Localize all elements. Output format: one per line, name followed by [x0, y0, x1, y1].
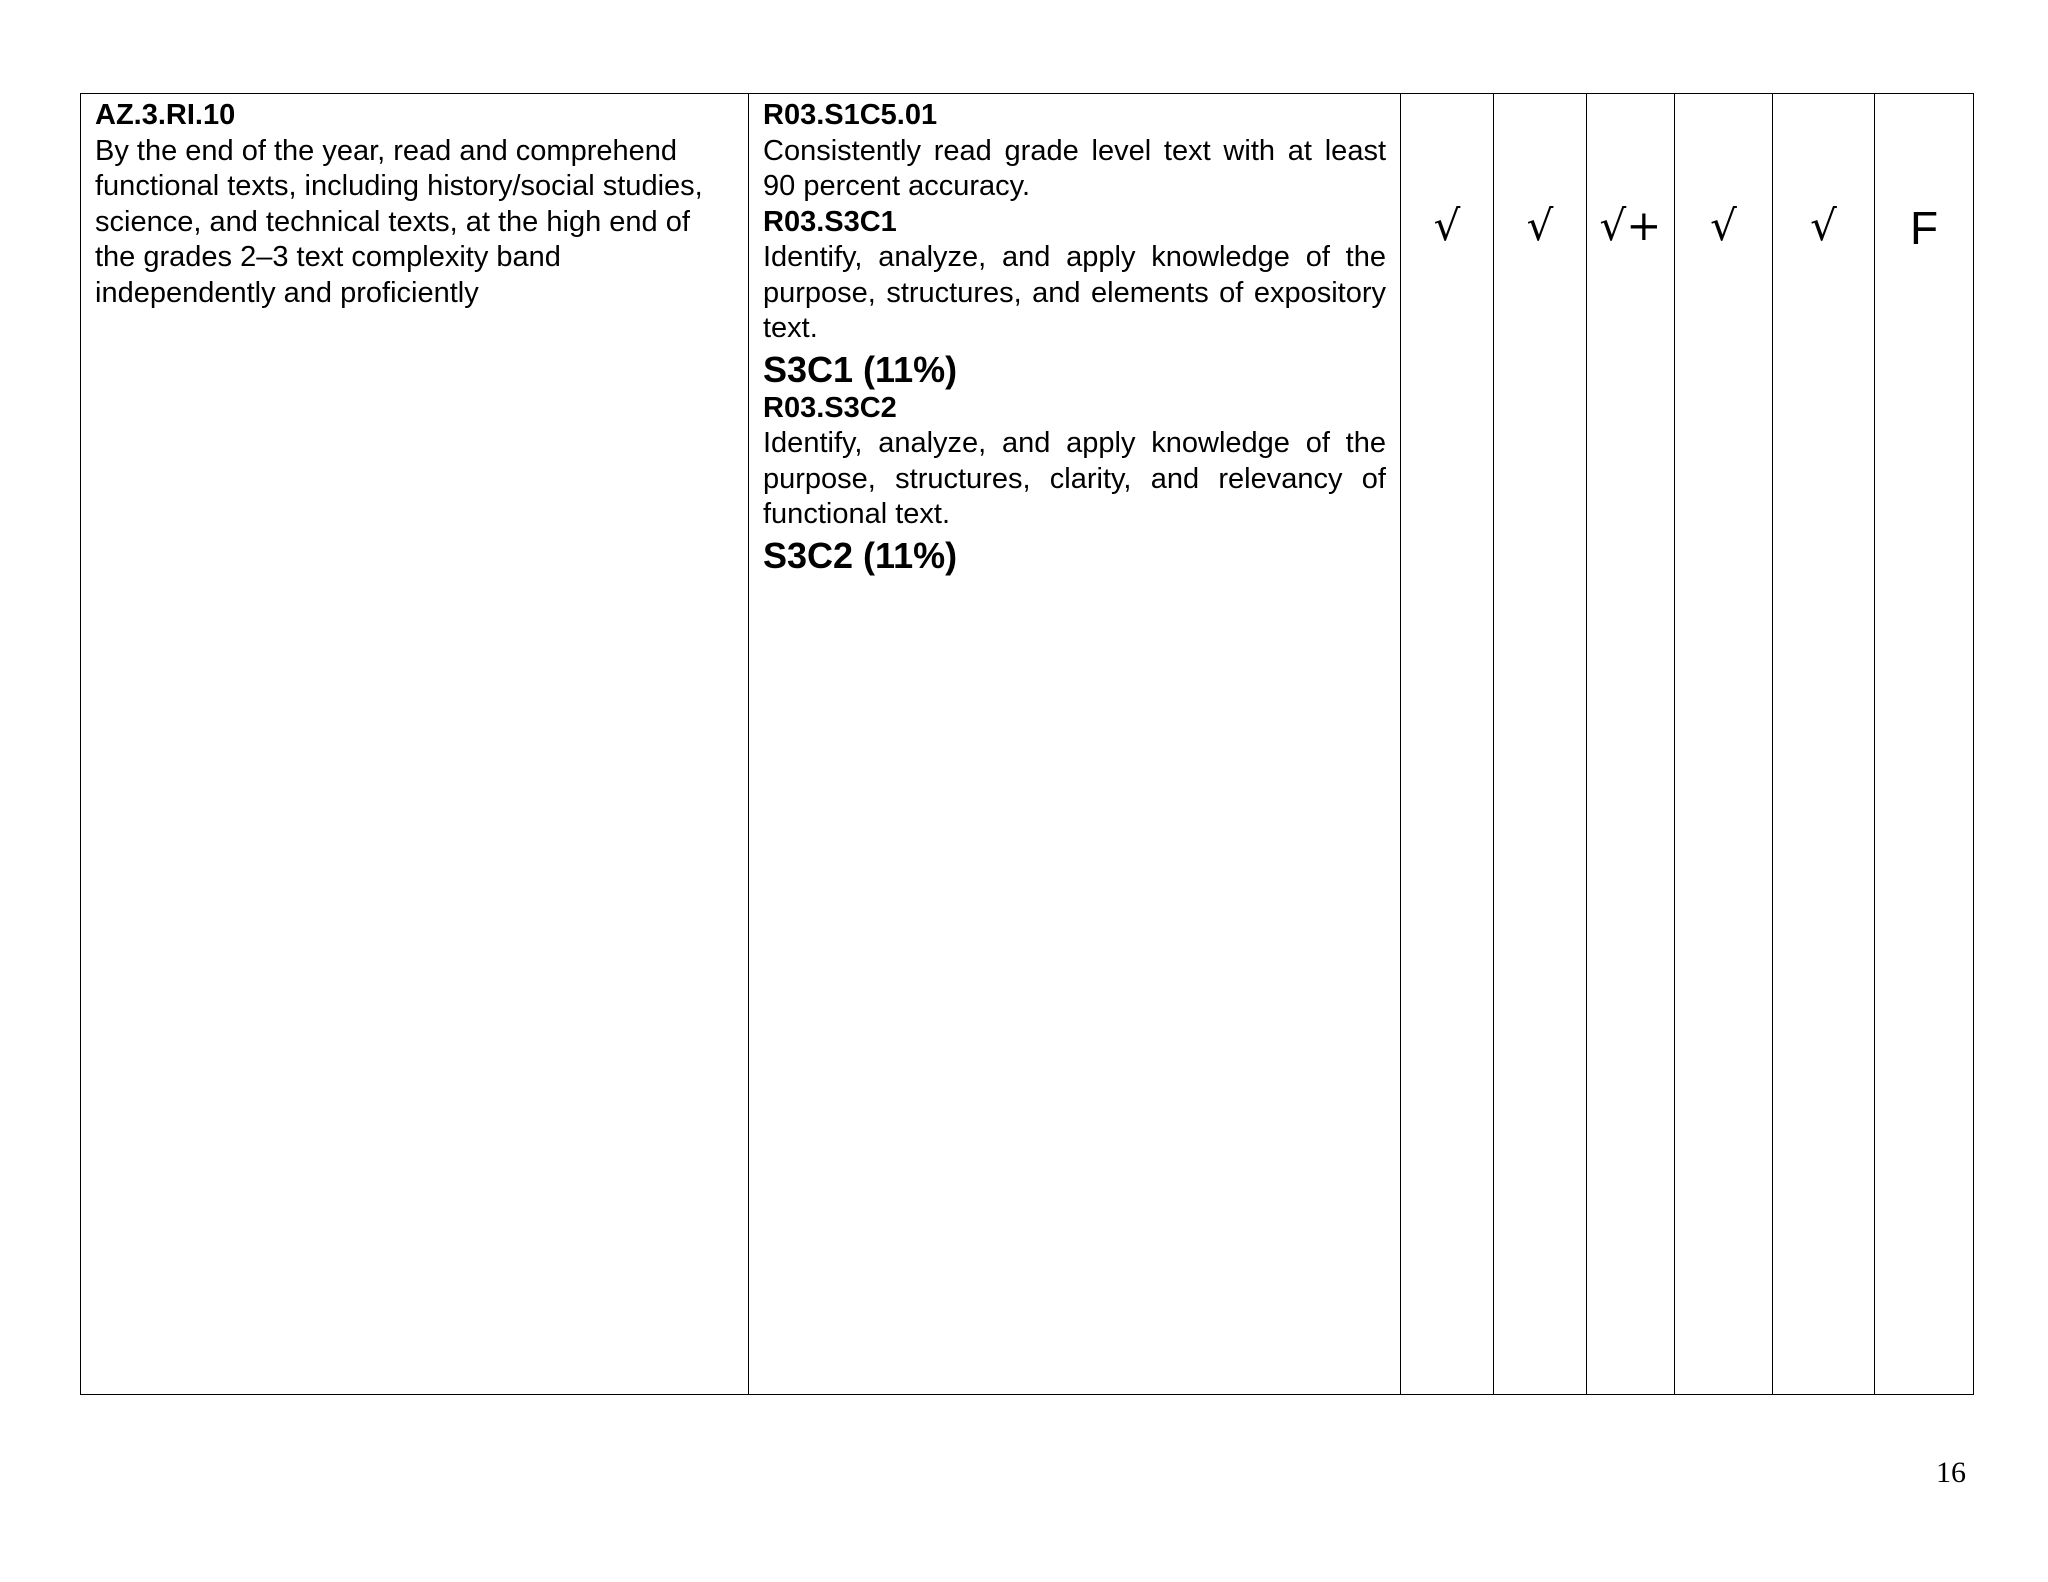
check-mark-1: √: [1433, 201, 1461, 250]
r-standard-cell: [749, 94, 1401, 1395]
az-standard-cell: [81, 94, 749, 1395]
mark-cell-1: [1401, 94, 1494, 1395]
check-mark-4: √: [1710, 201, 1737, 250]
check-mark-5: √: [1810, 201, 1837, 250]
mark-cell-3: [1587, 94, 1675, 1395]
r-standard-text-3: Identify, analyze, and apply knowledge of the purpose, structures, clarity, and relevancy of functional text.: [763, 427, 1386, 530]
strand-percentage-2: S3C2 (11%): [763, 534, 958, 576]
check-mark-2: √: [1526, 201, 1554, 250]
r-standard-code-3: R03.S3C2: [763, 391, 897, 424]
az-standard-code: AZ.3.RI.10: [95, 99, 236, 131]
r-standard-text-1: Consistently read grade level text with at least 90 percent accuracy.: [763, 134, 1386, 202]
mark-cell-4: [1675, 94, 1773, 1395]
mark-cell-2: [1494, 94, 1587, 1395]
r-standard-text-2: Identify, analyze, and apply knowledge of the purpose, structures, and elements of expository text.: [763, 241, 1386, 344]
table-row: [81, 94, 1974, 1395]
strand-percentage-1: S3C1 (11%): [763, 348, 958, 390]
letter-mark-6: F: [1909, 202, 1939, 254]
mark-cell-5: [1773, 94, 1875, 1395]
page-number: 16: [1936, 1456, 1966, 1489]
check-plus-mark-3: √+: [1599, 201, 1662, 250]
standards-table: [80, 93, 1974, 1395]
r-standard-code-2: R03.S3C1: [763, 205, 897, 238]
mark-cell-6: [1875, 94, 1974, 1395]
r-standard-code-1: R03.S1C5.01: [763, 99, 938, 131]
az-standard-text: By the end of the year, read and comprehend functional texts, including history/social studies, science, and technical texts, at the high end of the grades 2–3 text complexity band independently and proficiently: [95, 134, 703, 309]
